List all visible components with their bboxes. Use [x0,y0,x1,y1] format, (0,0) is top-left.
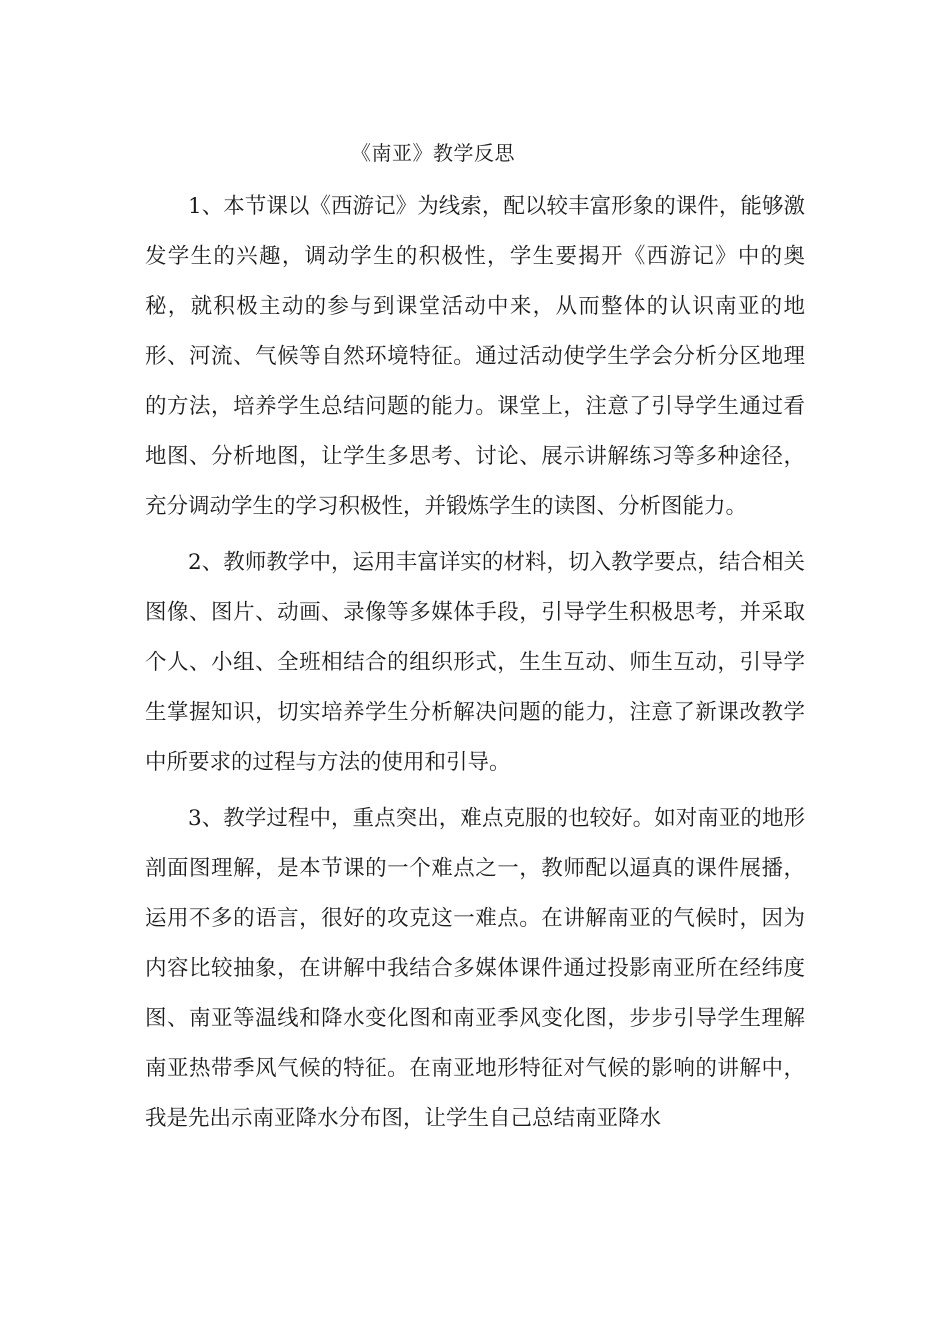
paragraph-3: 3、教学过程中，重点突出，难点克服的也较好。如对南亚的地形剖面图理解，是本节课的一个难点之一，教师配以逼真的课件展播，运用不多的语言，很好的攻克这一难点。在讲解南亚的气候时，因为内容比较抽象，在讲解中我结合多媒体课件通过投影南亚所在经纬度图、南亚等温线和降水变化图和南亚季风变化图，步步引导学生理解南亚热带季风气候的特征。在南亚地形特征对气候的影响的讲解中，我是先出示南亚降水分布图，让学生自己总结南亚降水 [145,806,805,1131]
document-body [145,182,805,1144]
paragraph-1: 1、本节课以《西游记》为线索，配以较丰富形象的课件，能够激发学生的兴趣，调动学生的积极性，学生要揭开《西游记》中的奥秘，就积极主动的参与到课堂活动中来，从而整体的认识南亚的地形、河流、气候等自然环境特征。通过活动使学生学会分析分区地理的方法，培养学生总结问题的能力。课堂上，注意了引导学生通过看地图、分析地图，让学生多思考、讨论、展示讲解练习等多种途径，充分调动学生的学习积极性，并锻炼学生的读图、分析图能力。 [145,194,805,519]
document-title: 《南亚》教学反思 [351,141,515,165]
paragraph-2: 2、教师教学中，运用丰富详实的材料，切入教学要点，结合相关图像、图片、动画、录像等多媒体手段，引导学生积极思考，并采取个人、小组、全班相结合的组织形式，生生互动、师生互动，引导学生掌握知识，切实培养学生分析解决问题的能力，注意了新课改教学中所要求的过程与方法的使用和引导。 [145,550,805,775]
